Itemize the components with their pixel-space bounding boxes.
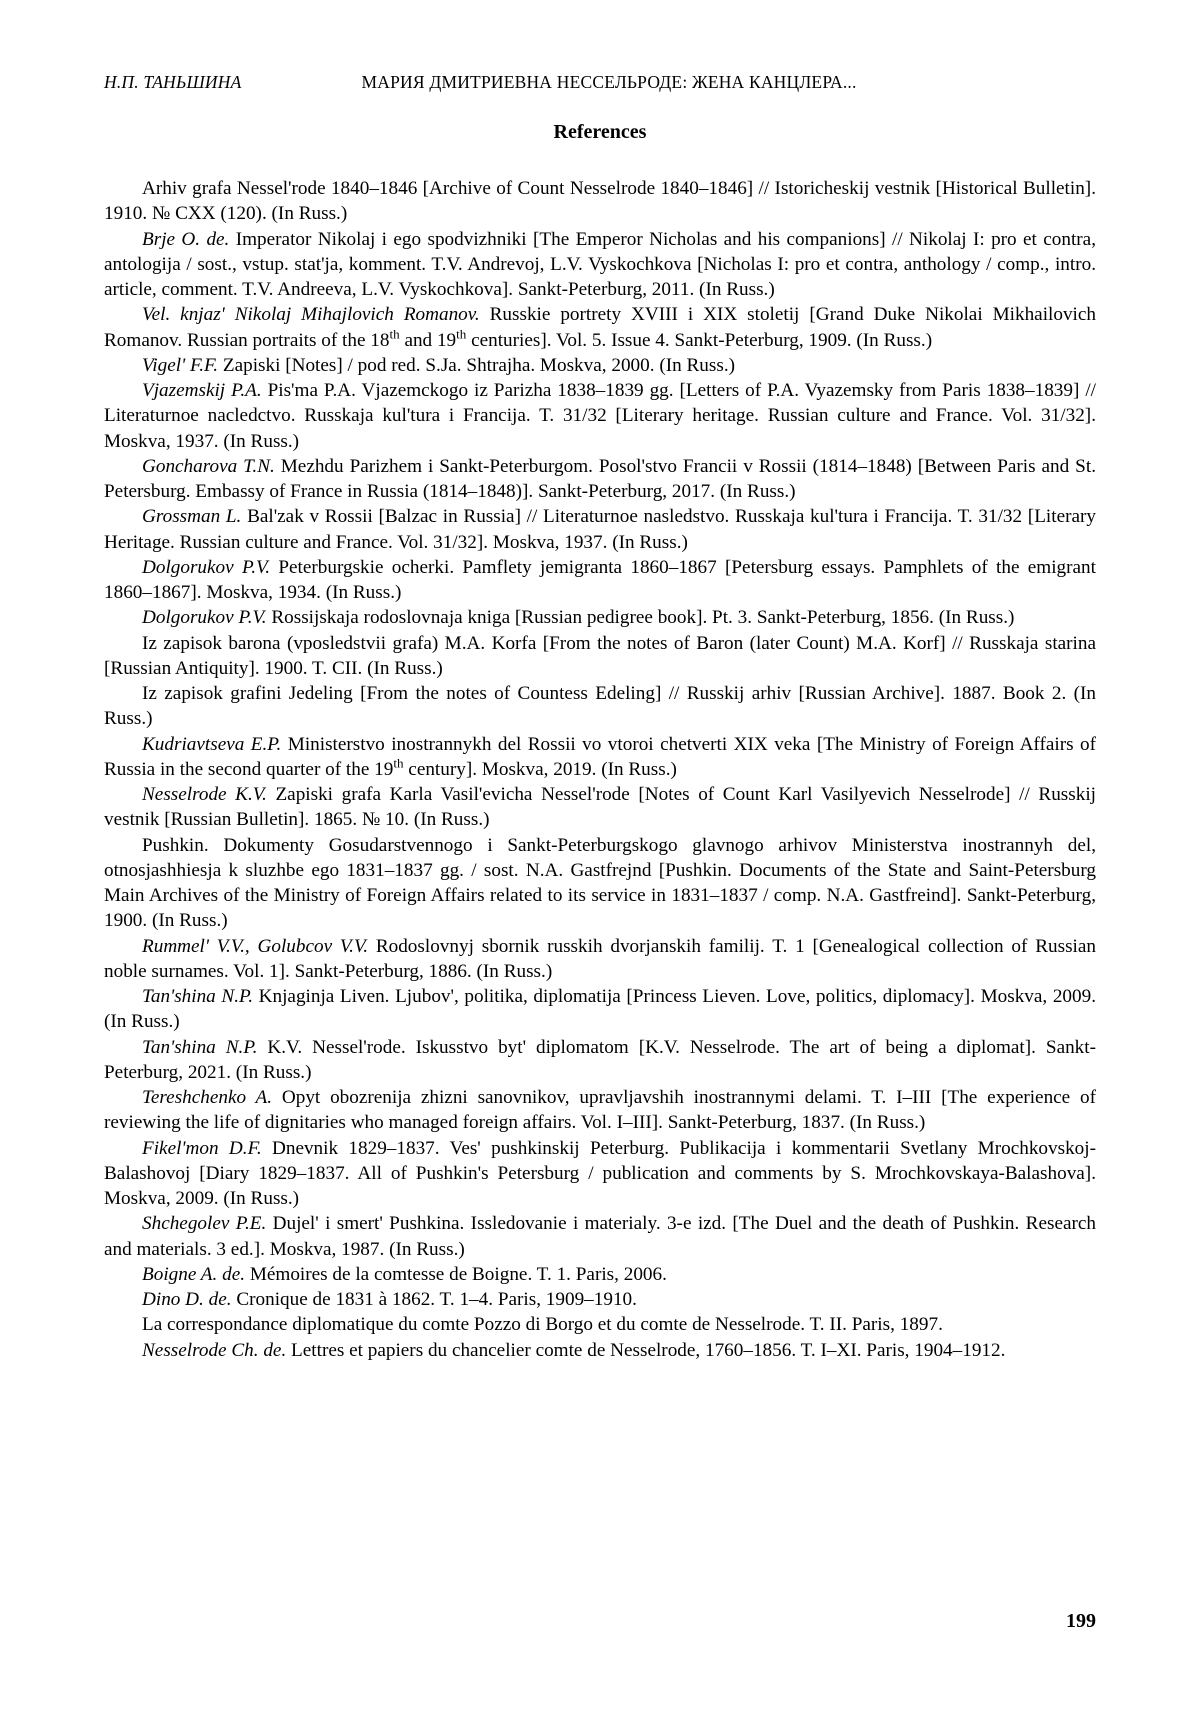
reference-text: Bal'zak v Rossii [Balzac in Russia] // Literaturnoe nasledstvo. Russkaja kul'tura i Francija. T. 31/32 [Literary Heritage. Russian culture and France. Vol. 31/32]. Moskva, 1937. (In Russ.) bbox=[104, 506, 1096, 553]
reference-text: Tan'shina N.P. bbox=[142, 986, 254, 1007]
reference-text: Opyt obozrenija zhizni sanovnikov, upravljavshih inostrannymi delami. T. I–III [The experience of reviewing the life of dignitaries who managed foreign affairs. Vol. I–III]. Sankt-Peterburg, 1837. (In Russ.) bbox=[104, 1087, 1096, 1134]
reference-text: Rummel' V.V., Golubcov V.V. bbox=[142, 935, 368, 957]
reference-list bbox=[104, 176, 1096, 1363]
reference-text: Dolgorukov P.V. bbox=[142, 607, 267, 629]
reference-text: centuries]. Vol. 5. Issue 4. Sankt-Peterburg, 1909. (In Russ.) bbox=[466, 329, 933, 351]
reference-text: K.V. Nessel'rode. Iskusstvo byt' diplomatom [K.V. Nesselrode. The art of being a diplomat]. Sankt-Peterburg, 2021. (In Russ.) bbox=[104, 1036, 1097, 1083]
reference-entry bbox=[104, 555, 1096, 606]
reference-text: Shchegolev P.E. bbox=[142, 1213, 267, 1235]
reference-entry bbox=[104, 227, 1096, 303]
reference-text: Imperator Nikolaj i ego spodvizhniki [The Emperor Nicholas and his companions] // Nikolaj I: pro et contra, antologija / sost., vstup. stat'ja, komment. T.V. Andrevoj, L.V. Vyskochkova [Nicholas I: pro et contra, anthology / comp., intro. article, comment. T.V. Andreeva, L.V. Vyskochkova]. Sankt-Peterburg, 2011. (In Russ.) bbox=[104, 228, 1096, 300]
reference-entry bbox=[104, 353, 1096, 378]
reference-text: Russkie portrety XVIII i XIX stoletij [Grand Duke Nikolai Mikhailovich Romanov. Russian portraits of the 18 bbox=[104, 304, 1096, 351]
running-head bbox=[104, 72, 1096, 93]
reference-text: Dino D. de. bbox=[142, 1289, 232, 1310]
reference-text: Zapiski [Notes] / pod red. S.Ja. Shtrajha. Moskva, 2000. (In Russ.) bbox=[218, 354, 736, 376]
reference-text: Lettres et papiers du chancelier comte de Nesselrode, 1760–1856. T. I–XI. Paris, 1904–1912. bbox=[286, 1339, 1006, 1361]
reference-text: th bbox=[456, 326, 467, 342]
reference-text: Kudriavtseva E.P. bbox=[142, 733, 282, 755]
reference-entry bbox=[104, 1338, 1096, 1363]
reference-text: Iz zapisok barona (vposledstvii grafa) M.A. Korfa [From the notes of Baron (later Count) M.A. Korf] // Russkaja starina [Russian Antiquity]. 1900. T. CII. (In Russ.) bbox=[104, 632, 1096, 679]
reference-text: Rodoslovnyj sbornik russkih dvorjanskih familij. T. 1 [Genealogical collection of Russian noble surnames. Vol. 1]. Sankt-Peterburg, 1886. (In Russ.) bbox=[104, 935, 1096, 982]
reference-entry bbox=[104, 934, 1096, 985]
reference-text: Dnevnik 1829–1837. Ves' pushkinskij Peterburg. Publikacija i kommentarii Svetlany Mrochkovskoj-Balashovoj [Diary 1829–1837. All of Pushkin's Petersburg / publication and comments by S. Mrochkovskaya-Balashova]. Moskva, 2009. (In Russ.) bbox=[104, 1137, 1096, 1209]
running-head-title: МАРИЯ ДМИТРИЕВНА НЕССЕЛЬРОДЕ: ЖЕНА КАНЦЛЕРА... bbox=[361, 72, 857, 92]
reference-text: Iz zapisok grafini Jedeling [From the notes of Countess Edeling] // Russkij arhiv [Russian Archive]. 1887. Book 2. (In Russ.) bbox=[104, 683, 1096, 730]
running-head-author: Н.П. ТАНЬШИНА bbox=[104, 72, 242, 92]
reference-entry bbox=[104, 605, 1096, 630]
reference-text: Tereshchenko A. bbox=[142, 1087, 273, 1108]
reference-text: and 19 bbox=[399, 329, 457, 351]
reference-text: Tan'shina N.P. bbox=[142, 1036, 258, 1058]
reference-entry bbox=[104, 302, 1096, 353]
reference-text: Pushkin. Dokumenty Gosudarstvennogo i Sankt-Peterburgskogo glavnogo arhivov Ministerstva inostrannyh del, otnosjashhiesja k sluzhbe ego 1831–1837 gg. / sost. N.A. Gastfrejnd [Pushkin. Documents of the State and Saint-Petersburg Main Archives of the Ministry of Foreign Affairs related to its service in 1831–1837 / comp. N.A. Gastfreind]. Sankt-Peterburg, 1900. (In Russ.) bbox=[104, 834, 1096, 932]
reference-text: Knjaginja Liven. Ljubov', politika, diplomatija [Princess Lieven. Love, politics, diplomacy]. Moskva, 2009. (In Russ.) bbox=[104, 986, 1096, 1033]
reference-text: Arhiv grafa Nessel'rode 1840–1846 [Archive of Count Nesselrode 1840–1846] // Istoricheskij vestnik [Historical Bulletin]. 1910. № CXX (120). (In Russ.) bbox=[104, 178, 1096, 225]
reference-text: century]. Moskva, 2019. (In Russ.) bbox=[403, 758, 677, 780]
reference-entry bbox=[104, 1312, 1096, 1337]
reference-text: Vjazemskij P.A. bbox=[142, 380, 262, 401]
reference-entry bbox=[104, 732, 1096, 783]
reference-entry bbox=[104, 176, 1096, 227]
reference-text: Peterburgskie ocherki. Pamflety jemigranta 1860–1867 [Petersburg essays. Pamphlets of the emigrant 1860–1867]. Moskva, 1934. (In Russ.) bbox=[104, 556, 1096, 603]
reference-entry bbox=[104, 631, 1096, 682]
reference-text: La correspondance diplomatique du comte Pozzo di Borgo et du comte de Nesselrode. T. II. Paris, 1897. bbox=[142, 1314, 943, 1336]
reference-entry bbox=[104, 378, 1096, 454]
reference-text: Dolgorukov P.V. bbox=[142, 556, 271, 578]
reference-text: Vel. knjaz' Nikolaj Mihajlovich Romanov. bbox=[142, 304, 480, 326]
reference-entry bbox=[104, 833, 1096, 934]
reference-text: Mémoires de la comtesse de Boigne. T. 1. Paris, 2006. bbox=[245, 1263, 667, 1285]
reference-text: Vigel' F.F. bbox=[142, 354, 219, 376]
reference-text: Nesselrode Ch. de. bbox=[142, 1339, 287, 1361]
reference-entry bbox=[104, 504, 1096, 555]
reference-entry bbox=[104, 1211, 1096, 1262]
reference-text: Brje O. de. bbox=[142, 228, 230, 250]
reference-entry bbox=[104, 1287, 1096, 1312]
reference-text: Cronique de 1831 à 1862. T. 1–4. Paris, 1909–1910. bbox=[231, 1289, 637, 1310]
reference-entry bbox=[104, 1262, 1096, 1287]
reference-text: th bbox=[393, 755, 404, 771]
reference-text: Dujel' i smert' Pushkina. Issledovanie i materialy. 3-e izd. [The Duel and the death of Pushkin. Research and materials. 3 ed.]. Moskva, 1987. (In Russ.) bbox=[104, 1213, 1096, 1260]
reference-text: Pis'ma P.A. Vjazemckogo iz Parizha 1838–1839 gg. [Letters of P.A. Vyazemsky from Paris 1838–1839] // Literaturnoe nacledctvo. Russkaja kul'tura i Francija. T. 31/32 [Literary heritage. Russian culture and France. Vol. 31/32]. Moskva, 1937. (In Russ.) bbox=[104, 380, 1096, 452]
reference-text: Rossijskaja rodoslovnaja kniga [Russian pedigree book]. Pt. 3. Sankt-Peterburg, 1856. (In Russ.) bbox=[266, 607, 1015, 629]
reference-entry bbox=[104, 984, 1096, 1035]
reference-text: Zapiski grafa Karla Vasil'evicha Nessel'rode [Notes of Count Karl Vasilyevich Nesselrode] // Russkij vestnik [Russian Bulletin]. 1865. № 10. (In Russ.) bbox=[104, 784, 1096, 831]
reference-entry bbox=[104, 681, 1096, 732]
page-title: References bbox=[553, 121, 647, 143]
reference-text: Ministerstvo inostrannykh del Rossii vo vtoroi chetverti XIX veka [The Ministry of Foreign Affairs of Russia in the second quarter of the 19 bbox=[104, 733, 1096, 780]
reference-text: Grossman L. bbox=[142, 506, 242, 528]
reference-text: th bbox=[389, 326, 400, 342]
reference-text: Goncharova T.N. bbox=[142, 455, 275, 477]
reference-text: Fikel'mon D.F. bbox=[142, 1137, 262, 1159]
reference-entry bbox=[104, 782, 1096, 833]
reference-entry bbox=[104, 1085, 1096, 1136]
reference-entry bbox=[104, 1136, 1096, 1212]
reference-entry bbox=[104, 1035, 1096, 1086]
reference-text: Boigne A. de. bbox=[142, 1263, 246, 1285]
reference-text: Mezhdu Parizhem i Sankt-Peterburgom. Posol'stvo Francii v Rossii (1814–1848) [Between Paris and St. Petersburg. Embassy of France in Russia (1814–1848)]. Sankt-Peterburg, 2017. (In Russ.) bbox=[104, 455, 1096, 502]
page-number: 199 bbox=[1066, 1610, 1096, 1632]
reference-entry bbox=[104, 454, 1096, 505]
reference-text: Nesselrode K.V. bbox=[142, 784, 267, 805]
